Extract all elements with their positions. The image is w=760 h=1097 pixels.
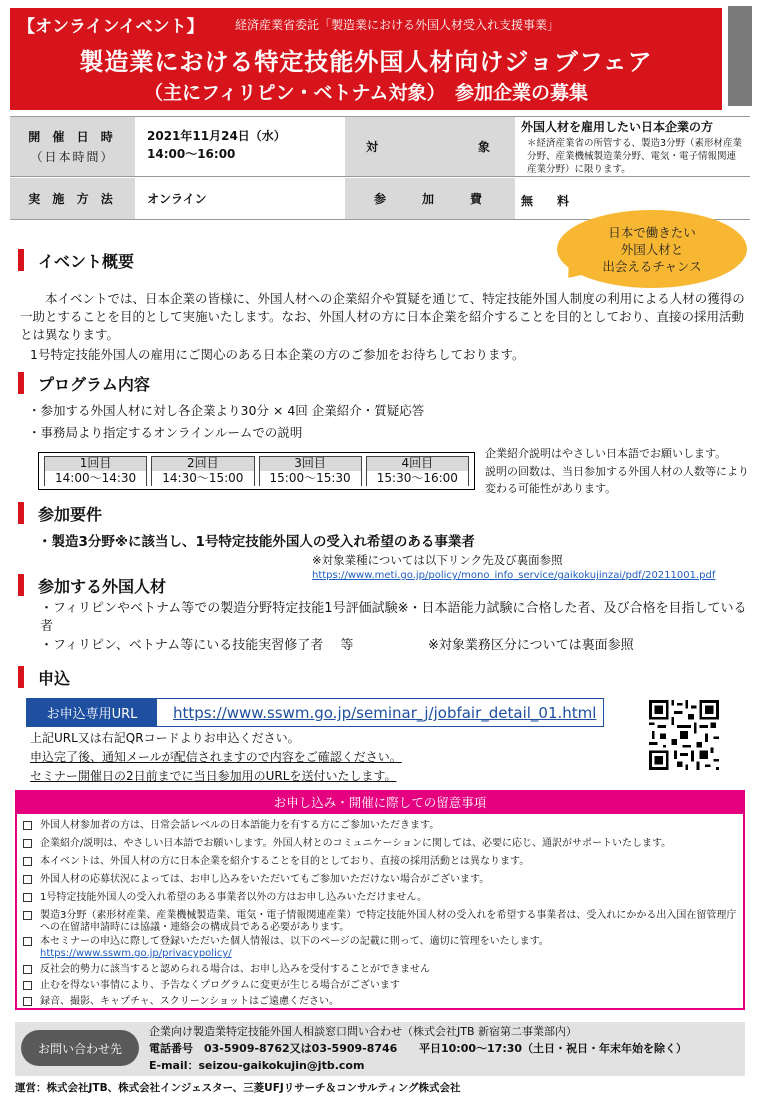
header-banner [10,8,722,110]
target-value-cell [515,117,750,177]
notes-item [23,820,439,832]
bubble-line-1: 日本で働きたい [608,224,696,240]
notes-item-text: 1号特定技能外国人の受入れ希望のある事業者以外の方はお申し込みいただけません。 [40,892,427,903]
checkbox-icon [23,997,32,1006]
section-program [18,372,150,394]
section-marker [18,502,24,524]
checkbox-icon [23,839,32,848]
checkbox-icon [23,965,32,974]
overview-paragraph: 本イベントでは、日本企業の皆様に、外国人材への企業紹介や質疑を通じて、特定技能外国人制度の利用による人材の獲得の一助とすることを目的として実施いたします。なお、外国人材の方に日本企業を紹介することを目的としており、直接の採用活動とは異なります。 [20,291,745,342]
checkbox-icon [23,857,32,866]
notes-item-text: 反社会的勢力に該当すると認められる場合は、お申し込みを受付することができません [40,964,430,975]
apply-line-2: 申込完了後、通知メールが配信されますので内容をご確認ください。 [30,750,402,764]
notes-item [23,980,400,992]
requirements-heading: 参加要件 [38,504,103,524]
info-table [10,116,750,221]
section-requirements [18,502,102,524]
apply-url-box [26,698,604,727]
slot-name: 1回目 [79,456,112,470]
event-tag: 【オンラインイベント】 [18,17,204,37]
checkbox-icon [23,893,32,902]
date-sublabel: （日本時間） [30,149,115,164]
slot-time: 14:00〜14:30 [45,471,146,486]
slot-time: 15:30〜16:00 [367,471,468,486]
notes-heading: お申し込み・開催に際しての留意事項 [17,792,743,814]
section-apply [18,666,70,688]
target-value: 外国人材を雇用したい日本企業の方 [521,120,714,134]
apply-url-link[interactable]: https://www.sswm.go.jp/seminar_j/jobfair_detail_01.html [173,704,597,722]
schedule-slot [366,456,469,486]
meti-link[interactable]: https://www.meti.go.jp/policy/mono_info_service/gaikokujinzai/pdf/20211001.pdf [312,570,716,581]
apply-line-1: 上記URL又は右記QRコードよりお申込ください。 [30,731,300,745]
notes-item-text: 録音、撮影、キャプチャ、スクリーンショットはご遠慮ください。 [40,996,340,1007]
foreigners-bullet-1: ・フィリピンやベトナム等での製造分野特定技能1号評価試験※・日本語能力試験に合格した者、及び合格を目指している者 [40,601,747,634]
commission-text: 経済産業省委託「製造業における外国人材受入れ支援事業」 [235,18,560,32]
slot-name: 4回目 [401,456,434,470]
page-subtitle: （主にフィリピン・ベトナム対象） 参加企業の募集 [143,82,589,104]
header-side-bar [728,6,752,106]
overview-heading: イベント概要 [38,251,135,271]
schedule-slot [44,456,147,486]
program-heading: プログラム内容 [38,374,150,394]
notes-item [23,856,529,868]
time-value: 14:00〜16:00 [147,147,236,161]
notes-item-text: 本セミナーの申込に際して登録いただいた個人情報は、以下のページの記載に則って、適切に管理をいたします。 [40,936,549,947]
requirements-bullet: ・製造3分野※に該当し、1号特定技能外国人の受入れ希望のある事業者 [38,534,475,550]
slot-time: 14:30〜15:00 [152,471,253,486]
contact-phone: 電話番号 03-5909-8762又は03-5909-8746 [149,1042,398,1055]
notes-item-text: 本イベントは、外国人材の方に日本企業を紹介することを目的としており、直接の採用活動とは異なります。 [40,856,530,867]
contact-label: お問い合わせ先 [21,1030,139,1066]
notes-item [23,936,738,960]
checkbox-icon [23,937,32,946]
apply-url-label: お申込専用URL [27,699,157,726]
program-bullet-2: ・事務局より指定するオンラインルームでの説明 [28,425,303,440]
slot-name: 3回目 [294,456,326,470]
program-note-1: 企業紹介説明はやさしい日本語でお願いします。 [485,447,727,460]
notes-item [23,996,339,1008]
section-foreigners [18,574,166,596]
method-label: 実 施 方 法 [10,178,135,220]
checkbox-icon [23,821,32,830]
foreigners-bullet-2: ・フィリピン、ベトナム等にいる技能実習修了者 等 [40,638,354,653]
apply-line-3: セミナー開催日の2日前までに当日参加用のURLを送付いたします。 [30,769,397,783]
page-title: 製造業における特定技能外国人材向けジョブフェア [79,47,653,76]
slot-name: 2回目 [187,456,219,470]
notes-item [23,910,738,934]
notes-item [23,964,430,976]
notes-item-text: 企業紹介/説明は、やさしい日本語でお願いします。外国人材とのコミュニケーションに関しては、必要に応じ、通訳がサポートいたします。 [40,838,672,849]
foreigners-note: ※対象業務区分については裏面参照 [428,638,634,653]
notes-item-text: 外国人材の応募状況によっては、お申し込みをいただいてもご参加いただけない場合がございます。 [40,874,490,885]
fee-value: 無 料 [515,178,750,220]
program-note-2: 説明の回数は、当日参加する外国人材の人数等により変わる可能性があります。 [485,465,749,495]
notes-panel [15,790,745,1010]
bubble-line-3: 出会えるチャンス [602,258,702,274]
contact-email[interactable]: E-mail：seizou-gaikokujin@jtb.com [149,1059,365,1072]
promo-bubble [557,210,747,288]
requirements-note: ※対象業種については以下リンク先及び裏面参照 [312,553,563,567]
privacy-link[interactable]: https://www.sswm.go.jp/privacypolicy/ [40,948,232,959]
section-overview [18,249,134,271]
notes-item [23,838,671,850]
qr-code-icon[interactable] [649,700,719,770]
schedule-slot [151,456,254,486]
target-label: 対 象 [345,117,515,177]
notes-item-text: 外国人材参加者の方は、日常会話レベルの日本語能力を有する方にご参加いただきます。 [40,820,440,831]
notes-item-text: 止むを得ない事情により、予告なくプログラムに変更が生じる場合がございます [40,980,400,991]
contact-line-1: 企業向け製造業特定技能外国人相談窓口問い合わせ（株式会社JTB 新宿第二事業部内） [149,1025,578,1038]
method-value: オンライン [135,178,345,220]
footer-operators: 運営：株式会社JTB、株式会社インジェスター、三菱UFJリサーチ＆コンサルティング株式会社 [15,1082,461,1094]
schedule-table [38,452,475,490]
date-value: 2021年11月24日（水） [147,129,286,143]
section-marker [18,666,24,688]
schedule-slot [259,456,362,486]
date-value-cell [135,117,345,177]
fee-label: 参 加 費 [345,178,515,220]
apply-heading: 申込 [38,668,71,688]
contact-hours: 平日10:00〜17:30（土日・祝日・年末年始を除く） [419,1042,688,1055]
section-marker [18,372,24,394]
notes-item [23,874,489,886]
notes-item-text: 製造3分野（素形材産業、産業機械製造業、電気・電子情報関連産業）で特定技能外国人材の受入れを希望する事業者は、受入れにかかる出入国在留管理庁への在留諸申請時には協議・連絡会の構成員である必要があります。 [40,910,737,933]
checkbox-icon [23,911,32,920]
date-label: 開 催 日 時 [28,129,117,144]
contact-panel [15,1022,745,1076]
foreigners-heading: 参加する外国人材 [38,576,167,596]
checkbox-icon [23,981,32,990]
slot-time: 15:00〜15:30 [260,471,361,486]
section-marker [18,574,24,596]
notes-item [23,892,427,904]
date-label-cell [10,117,135,177]
bubble-line-2: 外国人材と [620,241,684,257]
target-note: ＊経済産業省の所管する、製造3分野（素形材産業分野、産業機械製造業分野、電気・電子情報関連産業分野）に限ります。 [527,138,743,175]
program-bullet-1: ・参加する外国人材に対し各企業より30分 × 4回 企業紹介・質疑応答 [28,403,425,418]
overview-invite: 1号特定技能外国人の雇用にご関心のある日本企業の方のご参加をお待ちしております。 [30,347,525,362]
section-marker [18,249,24,271]
checkbox-icon [23,875,32,884]
